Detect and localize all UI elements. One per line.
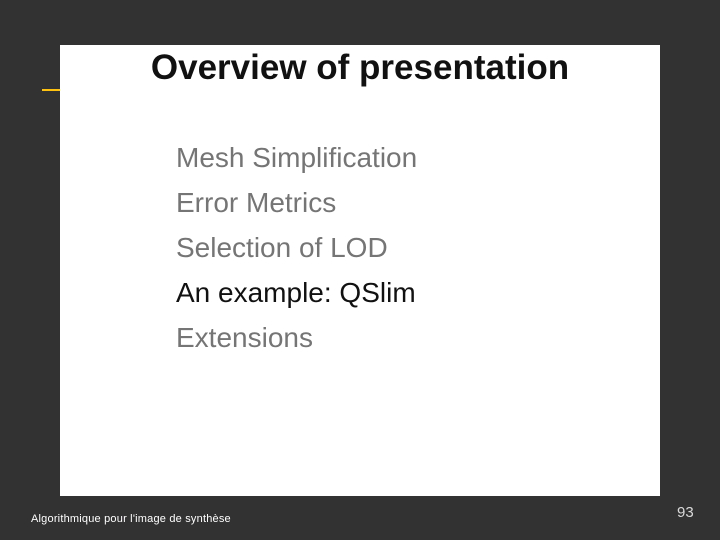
agenda-item-extensions: Extensions	[176, 322, 313, 353]
page-number: 93	[677, 504, 694, 521]
footer-course-title: Algorithmique pour l'image de synthèse	[31, 513, 231, 525]
slide-title: Overview of presentation	[150, 48, 570, 87]
agenda-item-mesh-simplification: Mesh Simplification	[176, 142, 418, 173]
slide-canvas	[60, 45, 660, 496]
agenda-item-selection-of-lod: Selection of LOD	[176, 232, 388, 263]
agenda-item-an-example-qslim: An example: QSlim	[176, 277, 416, 308]
accent-line	[42, 89, 61, 91]
agenda-item-error-metrics: Error Metrics	[176, 187, 337, 218]
agenda-list	[176, 135, 636, 360]
